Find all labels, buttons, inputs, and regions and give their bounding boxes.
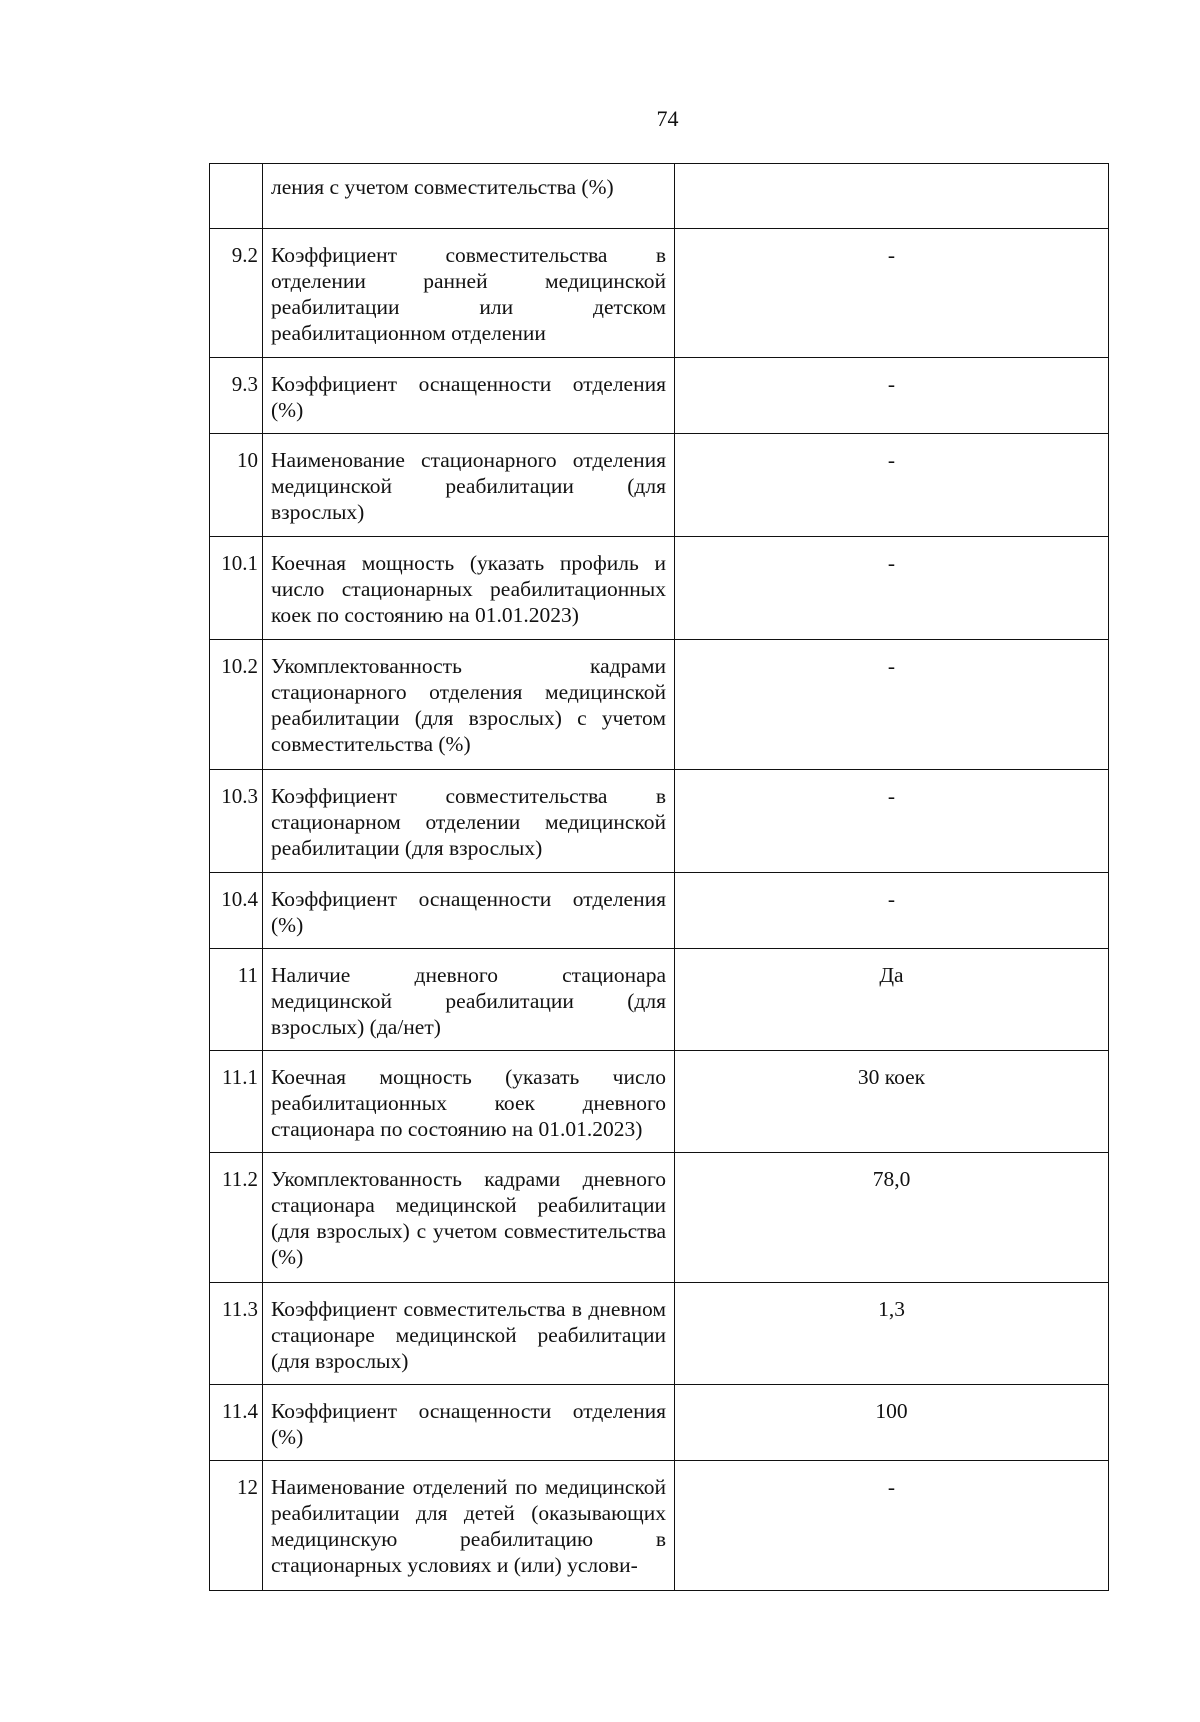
row-number: 11.3 [210, 1283, 263, 1385]
row-value: - [675, 537, 1109, 640]
row-value: Да [675, 949, 1109, 1051]
table-row [210, 640, 1109, 770]
row-value: 78,0 [675, 1153, 1109, 1283]
row-value: 1,3 [675, 1283, 1109, 1385]
row-number: 11 [210, 949, 263, 1051]
row-number: 10.1 [210, 537, 263, 640]
table-row [210, 537, 1109, 640]
row-value: - [675, 229, 1109, 358]
table-row [210, 1153, 1109, 1283]
row-number: 12 [210, 1461, 263, 1591]
row-description: Укомплектованность кадрами дневного стационара медицинской реабилитации (для взрослых) с учетом совместительства (%) [263, 1153, 675, 1283]
row-value: 100 [675, 1385, 1109, 1461]
row-value [675, 164, 1109, 229]
table-row [210, 434, 1109, 537]
row-description: Коечная мощность (указать профиль и число стационарных реабилитационных коек по состоянию на 01.01.2023) [263, 537, 675, 640]
report-table [209, 163, 1109, 1591]
table-row [210, 229, 1109, 358]
row-description: Коэффициент оснащенности отделения (%) [263, 873, 675, 949]
row-value: 30 коек [675, 1051, 1109, 1153]
row-description: Коэффициент оснащенности отделения (%) [263, 1385, 675, 1461]
row-value: - [675, 640, 1109, 770]
row-description: Наименование стационарного отделения медицинской реабилитации (для взрослых) [263, 434, 675, 537]
row-number: 10 [210, 434, 263, 537]
row-description: Наличие дневного стационара медицинской реабилитации (для взрослых) (да/нет) [263, 949, 675, 1051]
row-number: 11.2 [210, 1153, 263, 1283]
table-row [210, 164, 1109, 229]
table-row [210, 770, 1109, 873]
table-row [210, 949, 1109, 1051]
row-description: ления с учетом совместительства (%) [263, 164, 675, 229]
table-row [210, 358, 1109, 434]
row-value: - [675, 1461, 1109, 1591]
table-row [210, 1283, 1109, 1385]
row-number: 9.3 [210, 358, 263, 434]
table-row [210, 873, 1109, 949]
row-value: - [675, 873, 1109, 949]
row-description: Коэффициент совместительства в дневном стационаре медицинской реабилитации (для взрослых) [263, 1283, 675, 1385]
row-description: Коэффициент совместительства в стационарном отделении медицинской реабилитации (для взрослых) [263, 770, 675, 873]
table-row [210, 1051, 1109, 1153]
row-value: - [675, 358, 1109, 434]
row-description: Наименование отделений по медицинской реабилитации для детей (оказывающих медицинскую реабилитацию в стационарных условиях и (или) услови- [263, 1461, 675, 1591]
row-value: - [675, 434, 1109, 537]
row-description: Коечная мощность (указать число реабилитационных коек дневного стационара по состоянию на 01.01.2023) [263, 1051, 675, 1153]
table-row [210, 1385, 1109, 1461]
row-number [210, 164, 263, 229]
row-value: - [675, 770, 1109, 873]
table-row [210, 1461, 1109, 1591]
row-number: 10.4 [210, 873, 263, 949]
row-description: Коэффициент совместительства в отделении ранней медицинской реабилитации или детском реабилитационном отделении [263, 229, 675, 358]
row-number: 11.1 [210, 1051, 263, 1153]
row-number: 11.4 [210, 1385, 263, 1461]
page-number: 74 [656, 106, 679, 131]
row-number: 10.3 [210, 770, 263, 873]
row-number: 9.2 [210, 229, 263, 358]
row-number: 10.2 [210, 640, 263, 770]
row-description: Коэффициент оснащенности отделения (%) [263, 358, 675, 434]
row-description: Укомплектованность кадрами стационарного отделения медицинской реабилитации (для взрослых) с учетом совместительства (%) [263, 640, 675, 770]
